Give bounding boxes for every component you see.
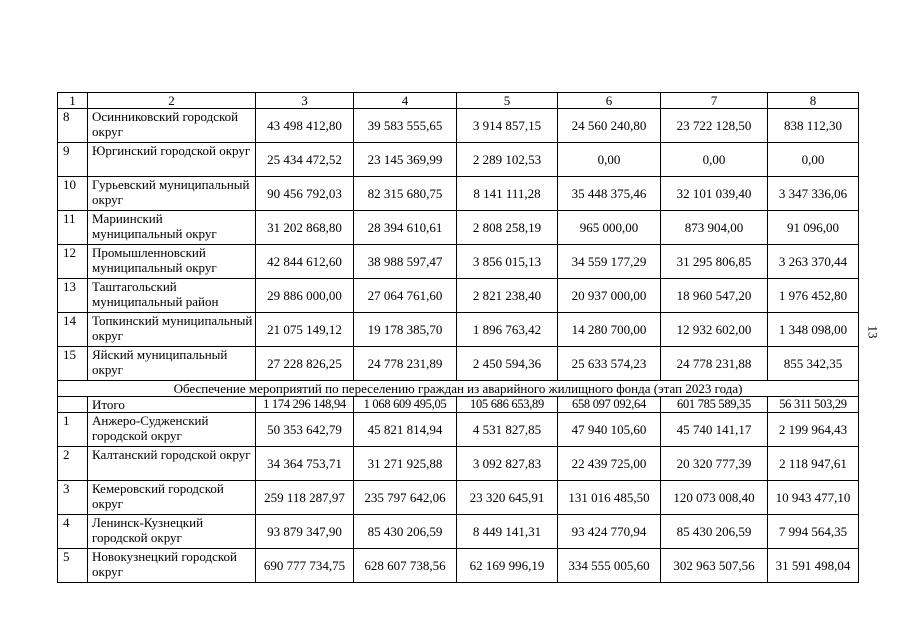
row-number: 13 [58, 279, 88, 313]
amount-cell: 12 932 602,00 [661, 313, 768, 347]
amount-cell: 2 821 238,40 [457, 279, 558, 313]
amount-cell: 20 937 000,00 [558, 279, 661, 313]
table-row [58, 245, 859, 279]
column-number-row [58, 93, 859, 109]
amount-cell: 25 633 574,23 [558, 347, 661, 381]
amount-cell: 259 118 287,97 [256, 481, 354, 515]
amount-cell: 21 075 149,12 [256, 313, 354, 347]
amount-cell: 628 607 738,56 [354, 549, 457, 583]
column-number: 6 [558, 93, 661, 109]
municipality-name: Кемеровский городской округ [88, 481, 256, 515]
municipality-name: Новокузнецкий городской округ [88, 549, 256, 583]
column-number: 1 [58, 93, 88, 109]
total-row [58, 397, 859, 413]
table-row [58, 143, 859, 177]
amount-cell: 31 295 806,85 [661, 245, 768, 279]
amount-cell: 38 988 597,47 [354, 245, 457, 279]
row-number: 3 [58, 481, 88, 515]
row-number: 9 [58, 143, 88, 177]
amount-cell: 39 583 555,65 [354, 109, 457, 143]
row-number: 14 [58, 313, 88, 347]
amount-cell: 50 353 642,79 [256, 413, 354, 447]
amount-cell: 47 940 105,60 [558, 413, 661, 447]
row-number: 11 [58, 211, 88, 245]
column-number: 7 [661, 93, 768, 109]
amount-cell: 1 348 098,00 [768, 313, 859, 347]
municipality-name: Промышленновский муниципальный округ [88, 245, 256, 279]
amount-cell: 29 886 000,00 [256, 279, 354, 313]
section-row [58, 381, 859, 397]
row-number: 15 [58, 347, 88, 381]
amount-cell: 131 016 485,50 [558, 481, 661, 515]
table-row [58, 549, 859, 583]
amount-cell: 24 778 231,88 [661, 347, 768, 381]
amount-cell: 3 347 336,06 [768, 177, 859, 211]
amount-cell: 0,00 [661, 143, 768, 177]
table-row [58, 515, 859, 549]
column-number: 2 [88, 93, 256, 109]
total-amount-cell: 105 686 653,89 [457, 397, 558, 413]
municipality-name: Гурьевский муниципальный округ [88, 177, 256, 211]
section-title: Обеспечение мероприятий по переселению граждан из аварийного жилищного фонда (этап 2023 года) [58, 381, 859, 397]
amount-cell: 85 430 206,59 [661, 515, 768, 549]
empty-cell [58, 397, 88, 413]
row-number: 8 [58, 109, 88, 143]
amount-cell: 43 498 412,80 [256, 109, 354, 143]
amount-cell: 24 560 240,80 [558, 109, 661, 143]
row-number: 5 [58, 549, 88, 583]
amount-cell: 8 141 111,28 [457, 177, 558, 211]
amount-cell: 0,00 [558, 143, 661, 177]
amount-cell: 27 228 826,25 [256, 347, 354, 381]
amount-cell: 42 844 612,60 [256, 245, 354, 279]
table-row [58, 447, 859, 481]
amount-cell: 120 073 008,40 [661, 481, 768, 515]
total-label: Итого [88, 397, 256, 413]
amount-cell: 873 904,00 [661, 211, 768, 245]
amount-cell: 20 320 777,39 [661, 447, 768, 481]
total-amount-cell: 1 174 296 148,94 [256, 397, 354, 413]
amount-cell: 0,00 [768, 143, 859, 177]
amount-cell: 27 064 761,60 [354, 279, 457, 313]
amount-cell: 90 456 792,03 [256, 177, 354, 211]
amount-cell: 18 960 547,20 [661, 279, 768, 313]
amount-cell: 23 145 369,99 [354, 143, 457, 177]
amount-cell: 2 199 964,43 [768, 413, 859, 447]
amount-cell: 3 914 857,15 [457, 109, 558, 143]
amount-cell: 23 320 645,91 [457, 481, 558, 515]
table-row [58, 279, 859, 313]
amount-cell: 91 096,00 [768, 211, 859, 245]
amount-cell: 31 591 498,04 [768, 549, 859, 583]
amount-cell: 19 178 385,70 [354, 313, 457, 347]
amount-cell: 31 202 868,80 [256, 211, 354, 245]
total-amount-cell: 1 068 609 495,05 [354, 397, 457, 413]
amount-cell: 25 434 472,52 [256, 143, 354, 177]
amount-cell: 14 280 700,00 [558, 313, 661, 347]
municipality-name: Ленинск-Кузнецкий городской округ [88, 515, 256, 549]
total-amount-cell: 56 311 503,29 [768, 397, 859, 413]
table-row [58, 347, 859, 381]
municipality-name: Калтанский городской округ [88, 447, 256, 481]
column-number: 5 [457, 93, 558, 109]
amount-cell: 93 424 770,94 [558, 515, 661, 549]
table-row [58, 177, 859, 211]
municipality-name: Юргинский городской округ [88, 143, 256, 177]
amount-cell: 7 994 564,35 [768, 515, 859, 549]
amount-cell: 31 271 925,88 [354, 447, 457, 481]
amount-cell: 35 448 375,46 [558, 177, 661, 211]
amount-cell: 10 943 477,10 [768, 481, 859, 515]
amount-cell: 2 808 258,19 [457, 211, 558, 245]
row-number: 4 [58, 515, 88, 549]
total-amount-cell: 601 785 589,35 [661, 397, 768, 413]
table-row [58, 313, 859, 347]
amount-cell: 855 342,35 [768, 347, 859, 381]
page-number: 13 [865, 325, 881, 339]
amount-cell: 690 777 734,75 [256, 549, 354, 583]
column-number: 3 [256, 93, 354, 109]
municipality-name: Анжеро-Судженский городской округ [88, 413, 256, 447]
table-body [58, 93, 859, 583]
column-number: 8 [768, 93, 859, 109]
amount-cell: 93 879 347,90 [256, 515, 354, 549]
amount-cell: 28 394 610,61 [354, 211, 457, 245]
amount-cell: 2 289 102,53 [457, 143, 558, 177]
amount-cell: 3 856 015,13 [457, 245, 558, 279]
amount-cell: 85 430 206,59 [354, 515, 457, 549]
amount-cell: 45 821 814,94 [354, 413, 457, 447]
municipality-name: Таштагольский муниципальный район [88, 279, 256, 313]
amount-cell: 3 263 370,44 [768, 245, 859, 279]
amount-cell: 2 450 594,36 [457, 347, 558, 381]
amount-cell: 334 555 005,60 [558, 549, 661, 583]
municipality-name: Мариинский муниципальный округ [88, 211, 256, 245]
amount-cell: 2 118 947,61 [768, 447, 859, 481]
table-row [58, 481, 859, 515]
amount-cell: 302 963 507,56 [661, 549, 768, 583]
municipality-name: Топкинский муниципальный округ [88, 313, 256, 347]
amount-cell: 24 778 231,89 [354, 347, 457, 381]
amount-cell: 34 559 177,29 [558, 245, 661, 279]
table-row [58, 413, 859, 447]
row-number: 2 [58, 447, 88, 481]
row-number: 10 [58, 177, 88, 211]
table-row [58, 109, 859, 143]
row-number: 12 [58, 245, 88, 279]
municipality-name: Осинниковский городской округ [88, 109, 256, 143]
amount-cell: 8 449 141,31 [457, 515, 558, 549]
amount-cell: 4 531 827,85 [457, 413, 558, 447]
amount-cell: 965 000,00 [558, 211, 661, 245]
amount-cell: 34 364 753,71 [256, 447, 354, 481]
amount-cell: 82 315 680,75 [354, 177, 457, 211]
data-table [57, 92, 859, 583]
table-row [58, 211, 859, 245]
amount-cell: 838 112,30 [768, 109, 859, 143]
amount-cell: 3 092 827,83 [457, 447, 558, 481]
amount-cell: 45 740 141,17 [661, 413, 768, 447]
amount-cell: 23 722 128,50 [661, 109, 768, 143]
row-number: 1 [58, 413, 88, 447]
total-amount-cell: 658 097 092,64 [558, 397, 661, 413]
amount-cell: 32 101 039,40 [661, 177, 768, 211]
amount-cell: 22 439 725,00 [558, 447, 661, 481]
column-number: 4 [354, 93, 457, 109]
amount-cell: 235 797 642,06 [354, 481, 457, 515]
amount-cell: 1 976 452,80 [768, 279, 859, 313]
amount-cell: 62 169 996,19 [457, 549, 558, 583]
municipality-name: Яйский муниципальный округ [88, 347, 256, 381]
amount-cell: 1 896 763,42 [457, 313, 558, 347]
